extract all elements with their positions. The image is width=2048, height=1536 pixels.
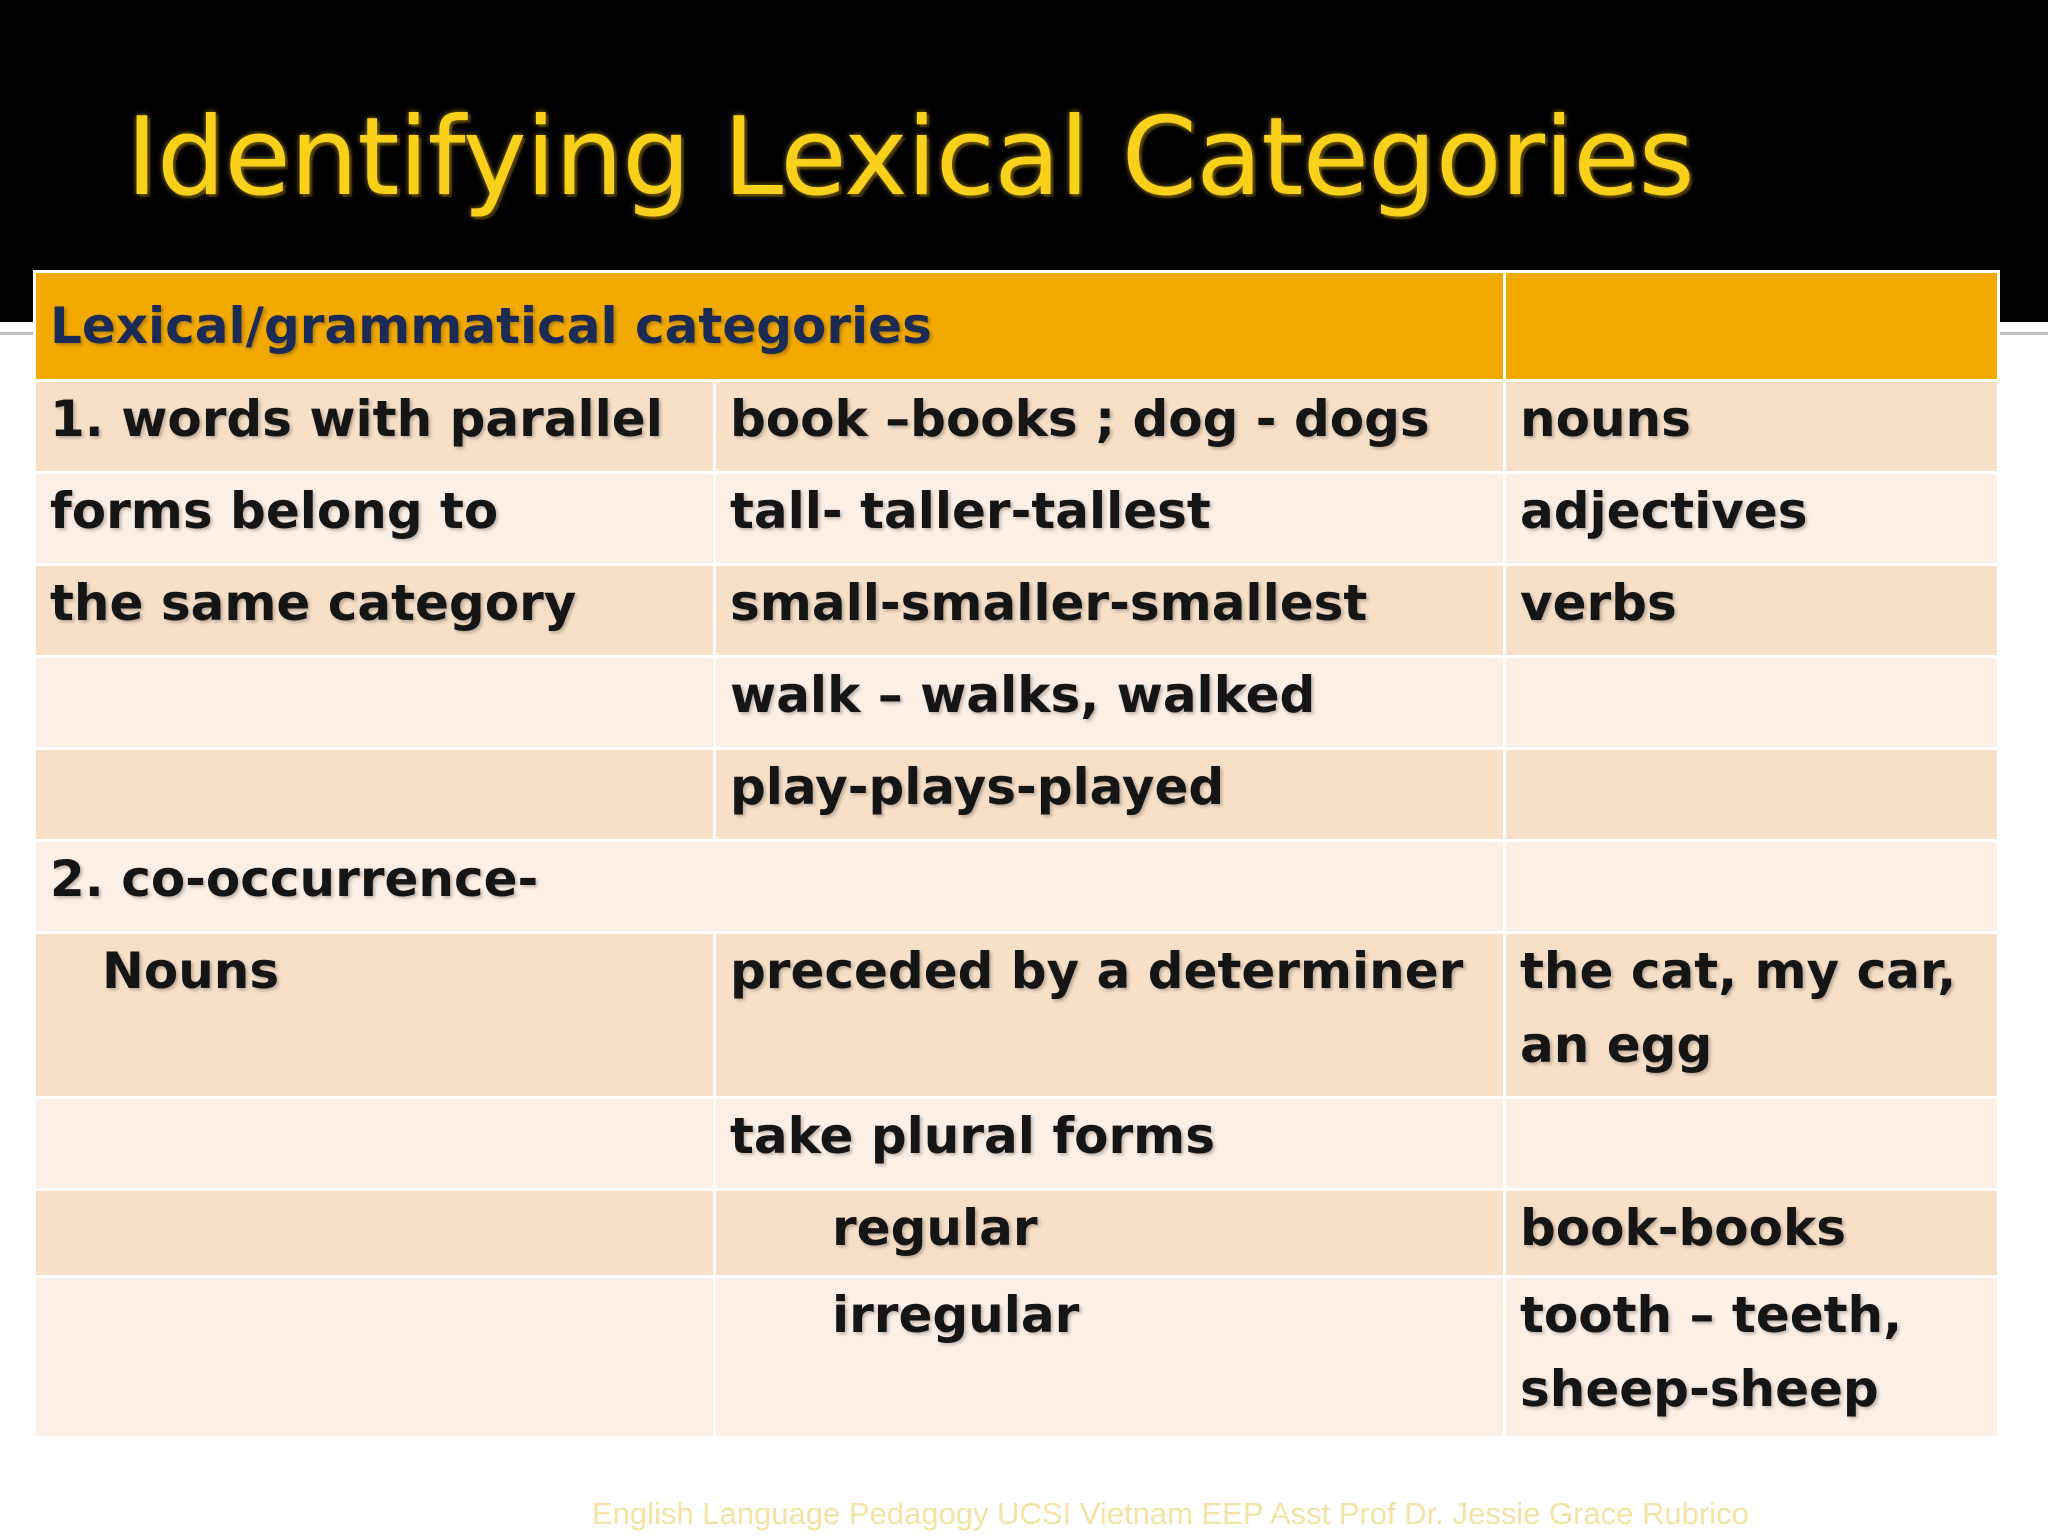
table-header-cell: Lexical/grammatical categories <box>35 272 1505 381</box>
empty-cell <box>35 1098 715 1190</box>
table-row <box>35 473 1999 565</box>
empty-cell <box>35 1190 715 1277</box>
table-row <box>35 1190 1999 1277</box>
section2-label: 2. co-occurrence- <box>35 841 1505 933</box>
example-cell <box>1505 1098 1999 1190</box>
criterion-cell: regular <box>715 1190 1505 1277</box>
lexical-categories-table <box>33 270 1997 1485</box>
example-cell: small-smaller-smallest <box>715 565 1505 657</box>
table-header-row <box>35 272 1999 381</box>
table-row <box>35 841 1999 933</box>
category-cell: nouns <box>1505 381 1999 473</box>
empty-cell <box>1505 841 1999 933</box>
criterion-cell: preceded by a determiner <box>715 933 1505 1098</box>
example-cell: book –books ; dog - dogs <box>715 381 1505 473</box>
nouns-subheading: Nouns <box>35 933 715 1098</box>
table-row <box>35 1277 1999 1438</box>
empty-cell <box>35 749 715 841</box>
table-row <box>35 381 1999 473</box>
table-row <box>35 749 1999 841</box>
section1-label-line: forms belong to <box>35 473 715 565</box>
table-row <box>35 933 1999 1098</box>
criterion-cell: irregular <box>715 1277 1505 1438</box>
table-header-empty-cell <box>1505 272 1999 381</box>
criterion-cell: take plural forms <box>715 1098 1505 1190</box>
category-cell: adjectives <box>1505 473 1999 565</box>
empty-cell <box>35 657 715 749</box>
table-row <box>35 1098 1999 1190</box>
example-cell: tooth – teeth, sheep-sheep <box>1505 1277 1999 1438</box>
section1-label-line: the same category <box>35 565 715 657</box>
empty-cell <box>1505 749 1999 841</box>
empty-cell <box>1505 657 1999 749</box>
category-cell: verbs <box>1505 565 1999 657</box>
example-cell: tall- taller-tallest <box>715 473 1505 565</box>
table-row <box>35 657 1999 749</box>
example-cell: walk – walks, walked <box>715 657 1505 749</box>
slide-title: Identifying Lexical Categories <box>126 95 1694 220</box>
example-cell: play-plays-played <box>715 749 1505 841</box>
footer-credit: English Language Pedagogy UCSI Vietnam EEP Asst Prof Dr. Jessie Grace Rubrico <box>592 1496 1749 1531</box>
empty-cell <box>35 1277 715 1438</box>
table-row <box>35 565 1999 657</box>
section1-label-line: 1. words with parallel <box>35 381 715 473</box>
example-cell: the cat, my car, an egg <box>1505 933 1999 1098</box>
example-cell: book-books <box>1505 1190 1999 1277</box>
